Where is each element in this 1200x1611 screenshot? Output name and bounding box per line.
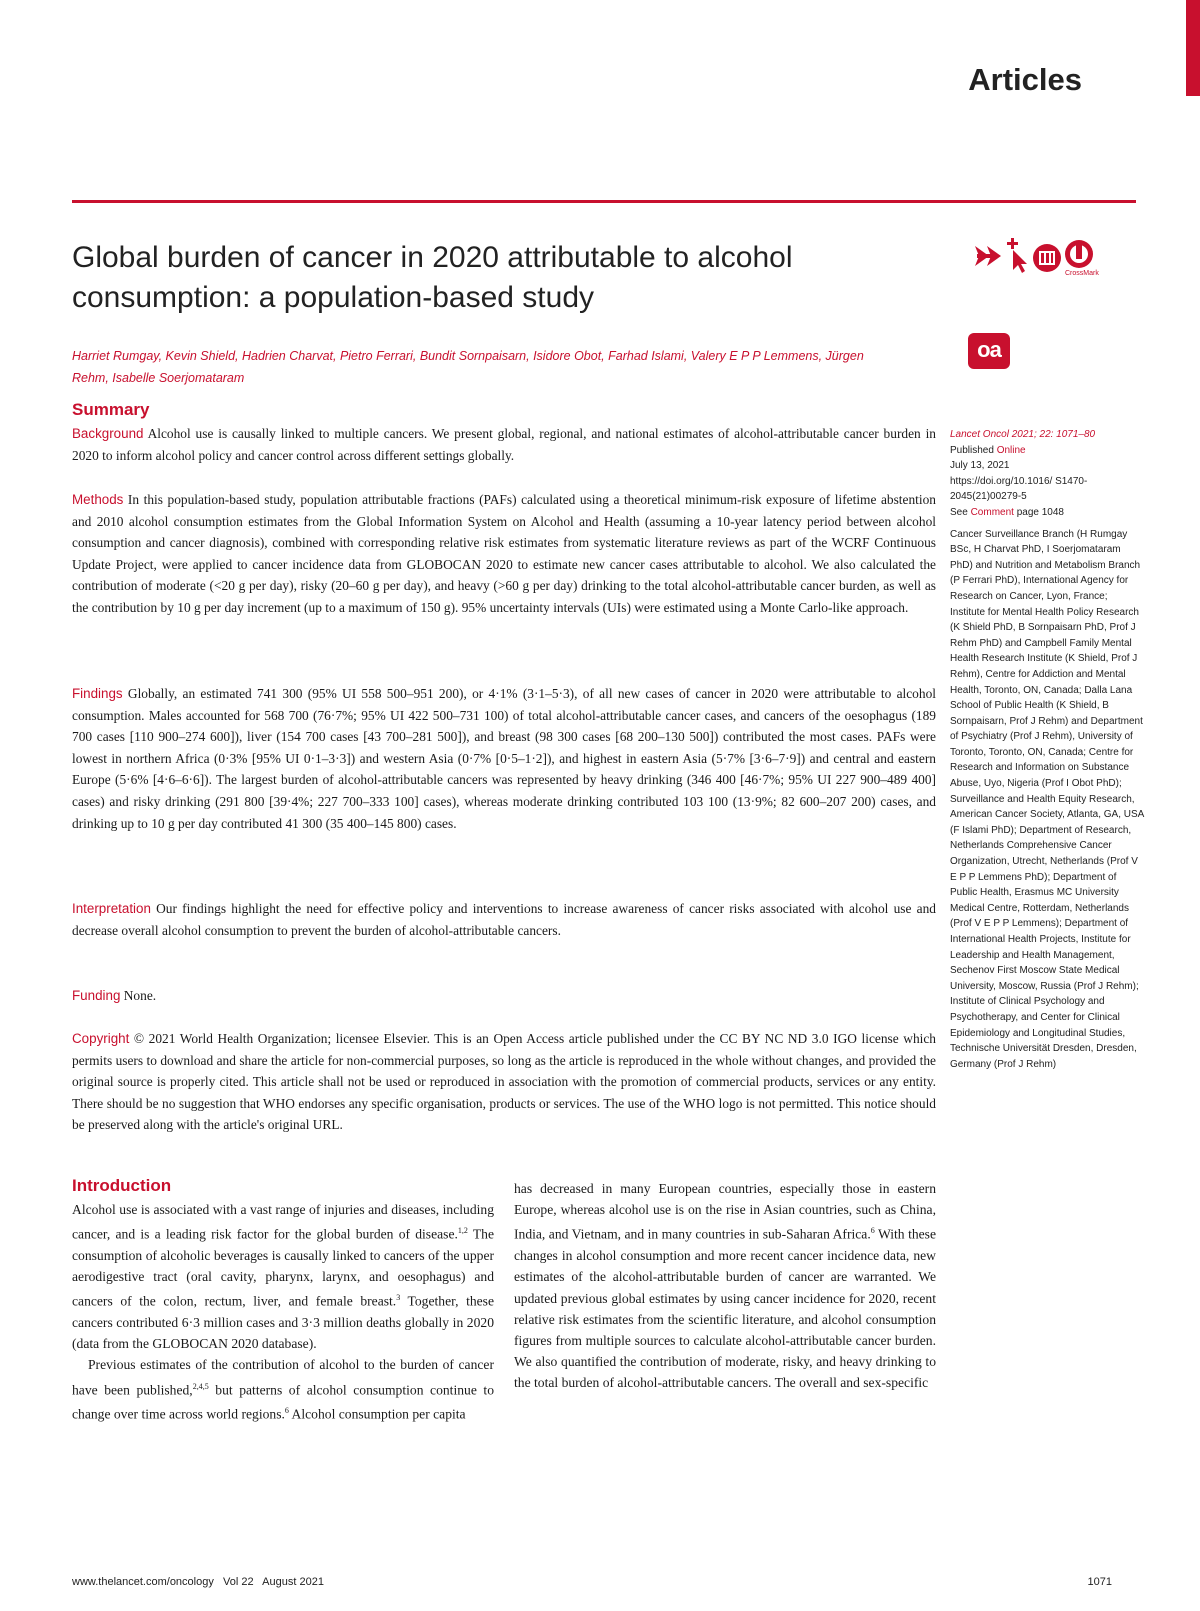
intro-paragraph-1: Alcohol use is associated with a vast range of injuries and diseases, including cancer, and is a leading risk factor for the global burden of disease.$^{1,2}$ The consumption of alcoholic beverages is causally linked to cancers of the upper aerodigestive tract (oral cavity, pharynx, larynx, and oesophagus) and cancers of the colon, rectum, liver, and female breast.$^3$ Together, these cancers contributed 6·3 million cases and 3·3 million deaths globally in 2020 (data from the GLOBOCAN 2020 database). [72, 1202, 494, 1352]
funding-label: Funding [72, 988, 121, 1003]
author-list[interactable]: Harriet Rumgay, Kevin Shield, Hadrien Charvat, Pietro Ferrari, Bundit Sornpaisarn, Isidore Obot, Farhad Islami, Valery E P P Lemmens, Jürgen Rehm, Isabelle Soerjomataram [72, 349, 864, 385]
interpretation-label: Interpretation [72, 901, 151, 916]
intro-column-2 [514, 1178, 936, 1394]
article-title: Global burden of cancer in 2020 attributable to alcohol consumption: a population-based study [72, 241, 793, 314]
citation-ref[interactable]: 6 [284, 1406, 289, 1416]
abstract-methods [72, 489, 936, 619]
citation-line: Lancet Oncol 2021; 22: 1071–80 [950, 429, 1096, 440]
intro-paragraph-3: has decreased in many European countries, especially those in eastern Europe, whereas alcohol use is on the rise in Asian countries, such as China, India, and Vietnam, and in many countries in sub-Saharan Africa.$^6$ With these changes in alcohol consumption and more recent cancer incidence data, new estimates of the alcohol-attributable burden of cancer are warranted. We updated previous global estimates by using cancer incidence for 2020, recent relative risk estimates from the scientific literature, and alcohol consumption figures from multiple sources to calculate alcohol-attributable cancer burden. We also quantified the contribution of moderate, risky, and heavy drinking to the total burden of alcohol-attributable cancers. The overall and sex-specific [514, 1181, 937, 1391]
intro-paragraph-2: Previous estimates of the contribution of alcohol to the burden of cancer have been published,$^{2,4,5}$ but patterns of alcohol consumption continue to change over time across world regions.$^6$ Alcohol consumption per capita [72, 1357, 495, 1422]
bookshelf-icon[interactable] [1033, 244, 1061, 272]
introduction-heading: Introduction [72, 1176, 172, 1195]
open-access-badge: oa [968, 333, 1010, 369]
abstract-findings [72, 683, 936, 834]
abstract-interpretation [72, 898, 936, 941]
comment-line: See Comment page 1048 [950, 506, 1064, 518]
sidebar-notes [950, 427, 1145, 1072]
share-arrows-icon[interactable] [975, 246, 1001, 266]
abstract-background [72, 423, 936, 466]
findings-text: Globally, an estimated 741 300 (95% UI 558 500–951 200), or 4·1% (3·1–5·3), of all new cases of cancer in 2020 were attributable to alcohol consumption. Males accounted for 568 700 (76·7%; 95% UI 422 500–731 100) of total alcohol-attributable cancer cases, and cancers of the oesophagus (189 700 cases [110 900–274 600]), liver (154 700 cases [43 700–281 500]), and breast (98 300 cases [68 200–130 500]) contributed the most cases. PAFs were lowest in northern Africa (0·3% [95% UI 0·1–3·3]) and western Asia (0·7% [0·5–1·2]), and highest in eastern Asia (5·7% [3·6–7·9]) and central and eastern Europe (5·6% [4·6–6·6]). The largest burden of alcohol-attributable cancers was represented by heavy drinking (346 400 [46·7%; 95% UI 227 900–489 400] cases) and risky drinking (291 800 [39·4%; 227 700–333 100] cases), whereas moderate drinking contributed 103 100 (13·9%; 82 600–207 200) cases, and drinking up to 10 g per day contributed 41 300 (35 400–145 800) cases. [72, 686, 936, 831]
page-number: 1071 [1087, 1576, 1112, 1588]
published-line: Published Online [950, 444, 1026, 456]
abstract-funding [72, 985, 936, 1007]
citation-ref[interactable]: 6 [870, 1226, 875, 1236]
copyright-text: © 2021 World Health Organization; licensee Elsevier. This is an Open Access article published under the CC BY NC ND 3.0 IGO license which permits users to download and share the article for non-commercial purposes, so long as the article is reproduced in the whole without changes, and provided the original source is properly cited. This article shall not be used or reproduced in association with the promotion of commercial products, services or any entity. There should be no suggestion that WHO endorses any specific organisation, products or services. The use of the WHO logo is not permitted. This notice should be preserved along with the article's original URL. [72, 1031, 936, 1133]
background-label: Background [72, 426, 144, 441]
crossmark-label: CrossMark [1065, 270, 1099, 277]
cursor-plus-icon[interactable] [1007, 238, 1027, 273]
abstract-copyright [72, 1028, 936, 1136]
comment-link[interactable]: Comment [970, 506, 1014, 518]
intro-column-1 [72, 1199, 494, 1425]
header-rule [72, 200, 1136, 203]
methods-text: In this population-based study, population attributable fractions (PAFs) calculated using a theoretical minimum-risk exposure of lifetime abstention and 2010 alcohol consumption estimates from the Global Information System on Alcohol and Health (assuming a 10-year latency period between alcohol consumption and cancer diagnosis), combined with corresponding relative risk estimates from systematic literature reviews as part of the WCRF Continuous Update Project, were applied to cancer incidence data from GLOBOCAN 2020 to estimate new cancer cases attributable to alcohol. We also calculated the contribution of moderate (<20 g per day), risky (20–60 g per day), and heavy (>60 g per day) drinking to the total alcohol-attributable cancer burden, as well as the contribution by 10 g per day increment (up to a maximum of 150 g). 95% uncertainty intervals (UIs) were estimated using a Monte Carlo-like approach. [72, 492, 936, 615]
affiliations: Cancer Surveillance Branch (H Rumgay BSc, H Charvat PhD, I Soerjomataram PhD) and Nutrition and Metabolism Branch (P Ferrari PhD), International Agency for Research on Cancer, Lyon, France; Institute for Mental Health Policy Research (K Shield PhD, B Sornpaisarn PhD, Prof J Rehm PhD) and Campbell Family Mental Health Research Institute (K Shield, Prof J Rehm), Centre for Addiction and Mental Health, Toronto, ON, Canada; Dalla Lana School of Public Health (K Shield, B Sornpaisarn, Prof J Rehm) and Department of Psychiatry (Prof J Rehm), University of Toronto, Toronto, ON, Canada; Centre for Research and Information on Substance Abuse, Uyo, Nigeria (Prof I Obot PhD); Surveillance and Health Equity Research, American Cancer Society, Atlanta, GA, USA (F Islami PhD); Department of Research, Netherlands Comprehensive Cancer Organization, Utrecht, Netherlands (Prof V E P P Lemmens PhD); Department of Public Health, Erasmus MC University Medical Centre, Rotterdam, Netherlands (Prof V E P P Lemmens); Department of International Health Projects, Institute for Leadership and Health Management, Sechenov First Moscow State Medical University, Moscow, Russia (Prof J Rehm); Institute of Clinical Psychology and Psychotherapy, and Center for Clinical Epidemiology and Longitudinal Studies, Technische Universität Dresden, Dresden, Germany (Prof J Rehm) [950, 528, 1144, 1070]
online-label: Online [996, 444, 1026, 456]
funding-text: None. [123, 988, 157, 1003]
interpretation-text: Our findings highlight the need for effective policy and interventions to increase awareness of cancer risks associated with alcohol use and decrease overall alcohol consumption to prevent the burden of alcohol-attributable cancers. [72, 901, 936, 938]
citation-ref[interactable]: 1,2 [457, 1226, 468, 1236]
published-date: July 13, 2021 [950, 460, 1010, 472]
methods-label: Methods [72, 492, 124, 507]
background-text: Alcohol use is causally linked to multiple cancers. We present global, regional, and national estimates of alcohol-attributable cancer burden in 2020 to inform alcohol policy and cancer control across different settings globally. [72, 426, 936, 463]
summary-heading: Summary [72, 400, 150, 419]
copyright-label: Copyright [72, 1031, 130, 1046]
doi-link[interactable]: https://doi.org/10.1016/ S1470-2045(21)00279-5 [950, 475, 1088, 503]
citation-ref[interactable]: 2,4,5 [192, 1381, 209, 1391]
crossmark-icon[interactable] [1065, 240, 1093, 268]
findings-label: Findings [72, 686, 123, 701]
footer-journal-line[interactable]: www.thelancet.com/oncology Vol 22 August 2021 [72, 1576, 324, 1588]
citation-ref[interactable]: 3 [396, 1293, 401, 1303]
header-accent-bar [1186, 0, 1200, 96]
article-tool-icons [975, 236, 1135, 276]
section-label: Articles [968, 62, 1082, 97]
